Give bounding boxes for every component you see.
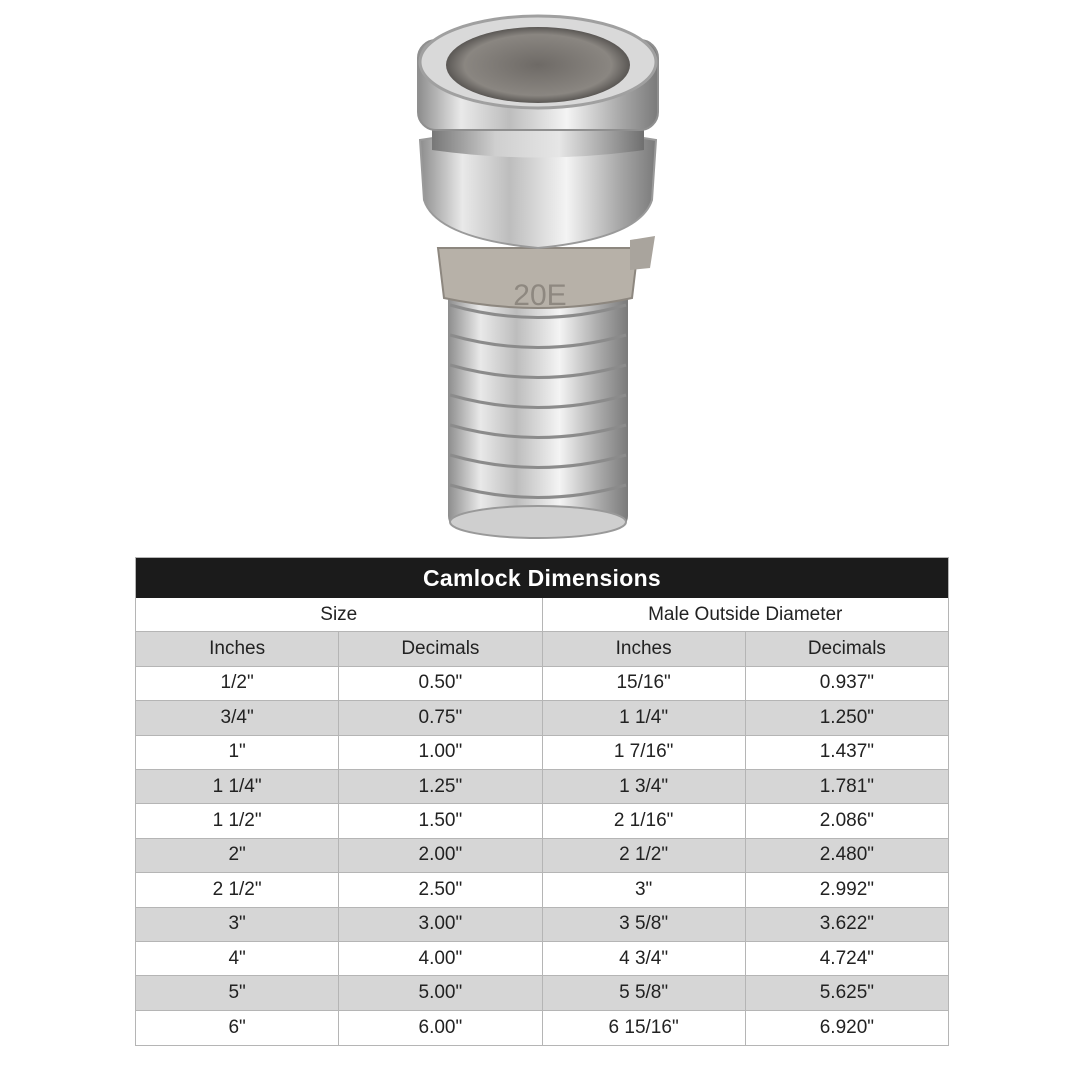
table-cell: 1 1/2" [136,804,339,838]
table-cell: 5.625" [746,976,948,1010]
table-cell: 5 5/8" [543,976,746,1010]
table-cell: 5.00" [339,976,542,1010]
table-cell: 15/16" [543,667,746,701]
table-row [136,770,948,804]
column-header-row [136,632,948,666]
group-header-size: Size [136,598,543,632]
table-cell: 1.50" [339,804,542,838]
table-cell: 1.00" [339,736,542,770]
table-cell: 1.437" [746,736,948,770]
column-header: Inches [543,632,746,666]
table-cell: 1/2" [136,667,339,701]
table-row [136,976,948,1010]
table-cell: 2 1/2" [136,873,339,907]
table-cell: 4.724" [746,942,948,976]
table-cell: 1 1/4" [136,770,339,804]
table-cell: 1.25" [339,770,542,804]
table-cell: 5" [136,976,339,1010]
table-cell: 6 15/16" [543,1011,746,1045]
group-header-row [136,598,948,632]
camlock-fitting-image [380,0,700,545]
table-cell: 6.00" [339,1011,542,1045]
table-cell: 2.00" [339,839,542,873]
group-header-male-outside-diameter: Male Outside Diameter [543,598,949,632]
table-cell: 6.920" [746,1011,948,1045]
stamp-marking: 20E [513,279,567,312]
table-cell: 1.250" [746,701,948,735]
table-cell: 3/4" [136,701,339,735]
table-row [136,942,948,976]
table-cell: 0.937" [746,667,948,701]
table-cell: 2.480" [746,839,948,873]
table-cell: 1" [136,736,339,770]
table-cell: 2 1/2" [543,839,746,873]
table-cell: 0.50" [339,667,542,701]
table-cell: 3.00" [339,908,542,942]
column-header: Inches [136,632,339,666]
table-cell: 4" [136,942,339,976]
table-cell: 2 1/16" [543,804,746,838]
table-cell: 6" [136,1011,339,1045]
table-row [136,873,948,907]
table-cell: 0.75" [339,701,542,735]
table-row [136,1011,948,1045]
table-row [136,908,948,942]
table-row [136,701,948,735]
table-cell: 3" [136,908,339,942]
table-cell: 4 3/4" [543,942,746,976]
table-row [136,839,948,873]
table-cell: 2" [136,839,339,873]
table-cell: 2.086" [746,804,948,838]
table-row [136,667,948,701]
column-header: Decimals [746,632,948,666]
table-cell: 4.00" [339,942,542,976]
table-cell: 1 3/4" [543,770,746,804]
table-row [136,804,948,838]
table-cell: 2.50" [339,873,542,907]
table-cell: 3 5/8" [543,908,746,942]
table-cell: 1 1/4" [543,701,746,735]
table-cell: 2.992" [746,873,948,907]
column-header: Decimals [339,632,542,666]
table-cell: 3.622" [746,908,948,942]
table-row [136,736,948,770]
table-cell: 3" [543,873,746,907]
camlock-dimensions-table [135,557,949,1046]
table-title: Camlock Dimensions [136,558,948,598]
table-cell: 1.781" [746,770,948,804]
table-cell: 1 7/16" [543,736,746,770]
